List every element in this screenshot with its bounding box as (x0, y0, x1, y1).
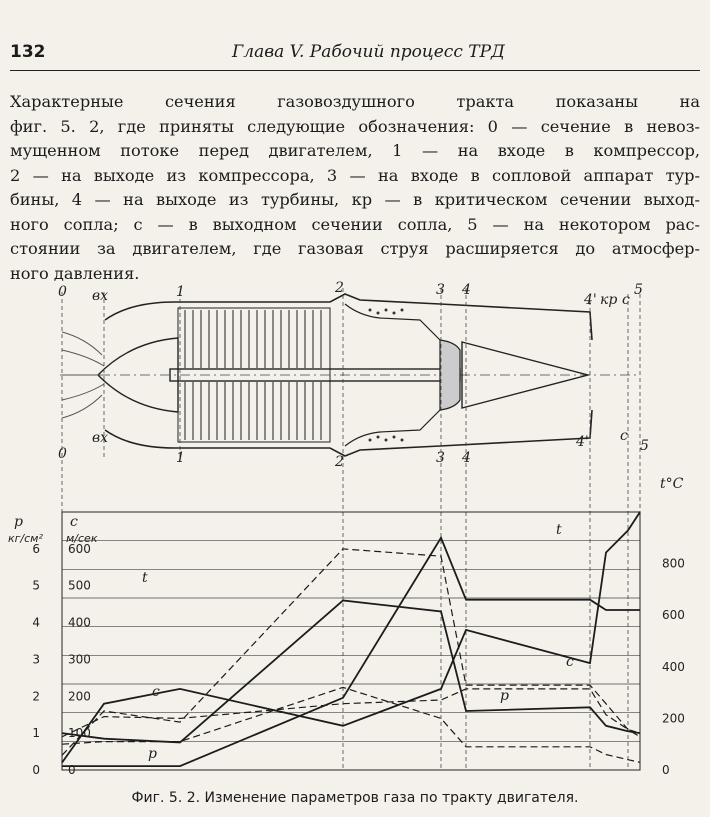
section-label-top: 1 (176, 284, 185, 300)
figure-caption: Фиг. 5. 2. Изменение параметров газа по тракту двигателя. (131, 790, 579, 806)
text-line: мущенном потоке перед двигателем, 1 — на входе в компрессор, (10, 141, 700, 160)
figure-svg (0, 280, 710, 780)
p-tick-label: 2 (32, 689, 40, 704)
combustor-bottom (345, 410, 440, 446)
section-label-bottom: 1 (176, 450, 185, 466)
text-line: фиг. 5. 2, где приняты следующие обозначения: 0 — сечение в невоз- (10, 116, 700, 136)
text-line: 2 — на выходе из компрессора, 3 — на входе в сопловой аппарат тур- (10, 165, 700, 185)
text-line: ного сопла; с — в выходном сечении сопла, 5 — на некотором рас- (10, 214, 700, 234)
text-line: Характерные сечения газовоздушного тракта показаны на (10, 92, 700, 111)
curve-label-c-dashed: c (152, 684, 160, 700)
section-labels-bottom (58, 428, 649, 470)
figure (0, 280, 710, 780)
series-line-cdashed (62, 549, 640, 755)
series-line-t (62, 538, 640, 766)
section-label-top: 0 (58, 284, 67, 300)
section-label-bottom: 0 (58, 446, 67, 462)
c-axis-ticks (68, 542, 91, 777)
t-tick-label: 400 (662, 659, 685, 674)
curve-label-p: p (500, 688, 509, 704)
t-tick-label: 800 (662, 556, 685, 571)
c-axis-label: c (70, 514, 78, 530)
t-tick-label: 0 (662, 763, 670, 777)
section-label-top: вх (92, 288, 109, 304)
text-line: ного давления. (10, 263, 140, 283)
p-axis-label: p (14, 514, 23, 530)
section-label-bottom: 4' (576, 434, 589, 450)
p-axis-unit: кг/см² (8, 532, 43, 545)
p-tick-label: 4 (32, 615, 40, 630)
section-label-bottom: 3 (436, 450, 445, 466)
station-lines (62, 288, 640, 768)
section-label-bottom: с (620, 428, 628, 444)
series-lines (62, 512, 640, 766)
section-label-top: 2 (335, 280, 344, 296)
section-label-top: 3 (436, 282, 445, 298)
t-tick-label: 200 (662, 711, 685, 726)
body-paragraph (10, 90, 700, 286)
turbine-disc (440, 340, 460, 410)
section-label-bottom: 2 (335, 454, 344, 470)
t-axis-label: t°C (660, 476, 684, 492)
p-tick-label: 6 (32, 541, 40, 556)
section-label-top: кр (600, 292, 618, 308)
section-label-bottom: вх (92, 430, 109, 446)
section-label-top: 4' (584, 292, 597, 308)
series-line-c (62, 512, 640, 763)
curve-label-p-dashed: p (148, 746, 157, 762)
page-number: 132 (10, 42, 46, 62)
section-label-top: с (622, 292, 630, 308)
p-tick-label: 3 (32, 652, 40, 667)
running-title: Глава V. Рабочий процесс ТРД (232, 42, 505, 62)
p-axis-ticks (32, 542, 40, 777)
curve-label-c: c (566, 654, 574, 670)
t-tick-label: 600 (662, 608, 685, 623)
section-label-bottom: 4 (462, 450, 471, 466)
chart-grid (62, 512, 640, 770)
text-line: стоянии за двигателем, где газовая струя расширяется до атмосфер- (10, 239, 700, 258)
section-label-top: 4 (462, 282, 471, 298)
p-tick-label: 5 (32, 578, 40, 593)
section-label-top: 5 (634, 282, 643, 298)
text-line: бины, 4 — на выходе из турбины, кр — в критическом сечении выход- (10, 190, 700, 209)
c-tick-label: 300 (68, 652, 91, 667)
section-label-bottom: 5 (640, 438, 649, 454)
p-tick-label: 1 (32, 726, 40, 741)
series-line-p (62, 601, 640, 743)
running-header (10, 40, 700, 71)
curve-label-t: t (556, 522, 562, 538)
c-tick-label: 600 (68, 541, 91, 556)
c-axis-unit: м/сек (66, 532, 98, 545)
combustor-top (345, 304, 440, 340)
curve-label-t-dashed: t (142, 570, 148, 586)
airflow-lines (62, 332, 104, 418)
c-tick-label: 100 (68, 726, 91, 741)
c-tick-label: 0 (68, 763, 76, 777)
c-tick-label: 400 (68, 615, 91, 630)
c-tick-label: 500 (68, 578, 91, 593)
t-axis-ticks (662, 557, 685, 777)
c-tick-label: 200 (68, 689, 91, 704)
chart-frame (62, 512, 640, 770)
p-tick-label: 0 (32, 763, 40, 777)
